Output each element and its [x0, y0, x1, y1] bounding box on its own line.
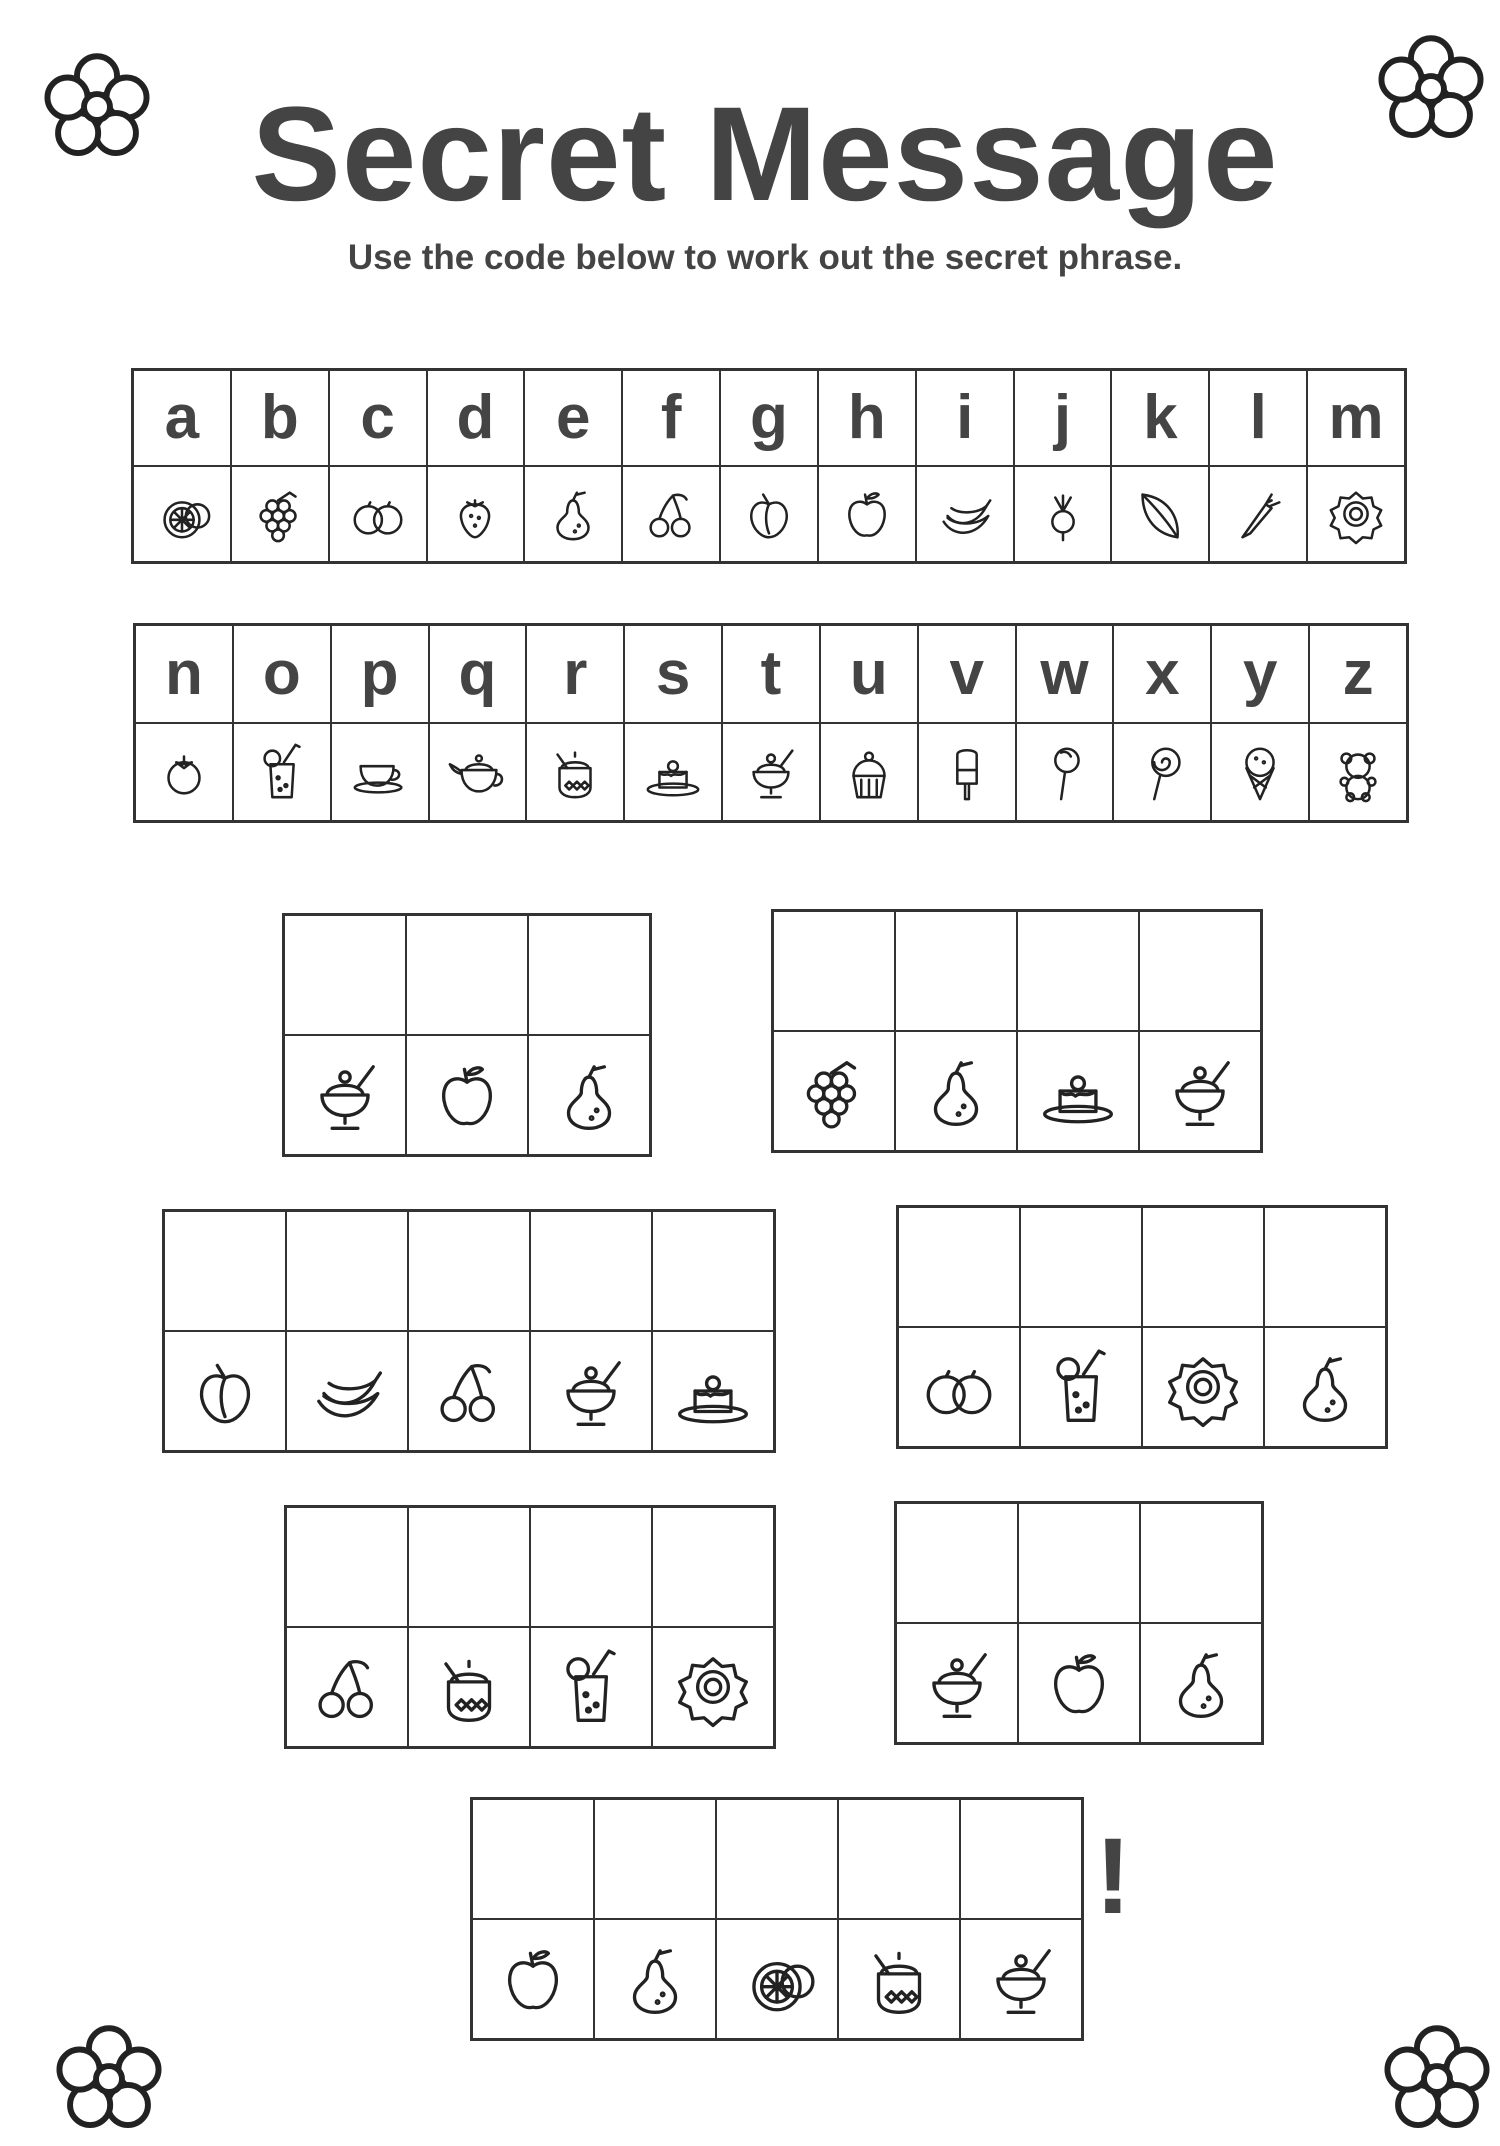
pear-icon	[1160, 1642, 1242, 1724]
clue-icon-cell	[838, 1919, 960, 2039]
key-letter-cell	[427, 370, 525, 466]
key-icon-cell	[233, 723, 331, 821]
leaf-icon	[1129, 483, 1191, 545]
clue-icon-cell	[652, 1331, 774, 1451]
sundae-icon	[550, 1350, 632, 1432]
tomato-icon	[153, 741, 215, 803]
key-letter-cell	[135, 625, 233, 723]
key-icon-cell	[818, 466, 916, 562]
key-letter: a	[164, 383, 200, 452]
key-letter: i	[956, 383, 974, 452]
key-icon-cell	[524, 466, 622, 562]
clue-icon-cell	[530, 1331, 652, 1451]
sugar-bowl-icon	[858, 1938, 940, 2020]
key-letter-cell	[818, 370, 916, 466]
key-icon-cell	[429, 723, 527, 821]
flower-icon	[50, 2020, 168, 2138]
clue-icon-cell	[594, 1919, 716, 2039]
key-letter: y	[1242, 639, 1278, 708]
clue-icon-cell	[406, 1035, 528, 1155]
swirl-lollipop-icon	[1131, 741, 1193, 803]
key-letter: f	[660, 383, 682, 452]
clue-icon-cell	[716, 1919, 838, 2039]
drink-icon	[1040, 1346, 1122, 1428]
key-icon-cell	[1307, 466, 1405, 562]
cherries-icon	[306, 1646, 388, 1728]
clue-icon-cell	[472, 1919, 594, 2039]
key-letter: s	[655, 639, 691, 708]
clue-icon-cell	[1017, 1031, 1139, 1151]
apple-icon	[492, 1938, 574, 2020]
key-icon-cell	[1113, 723, 1211, 821]
key-icon-cell	[526, 723, 624, 821]
key-letter: x	[1145, 639, 1180, 708]
cherries-icon	[640, 483, 702, 545]
sugar-bowl-icon	[428, 1646, 510, 1728]
sundae-icon	[304, 1054, 386, 1136]
answer-box[interactable]	[1140, 1503, 1262, 1623]
answer-box[interactable]	[652, 1211, 774, 1331]
drink-icon	[251, 741, 313, 803]
key-letter: k	[1143, 383, 1178, 452]
key-icon-cell	[135, 723, 233, 821]
answer-box[interactable]	[1020, 1207, 1142, 1327]
puzzle-word-1	[282, 913, 652, 1157]
key-letter-cell	[429, 625, 527, 723]
bananas-icon	[934, 483, 996, 545]
key-letter-cell	[133, 370, 231, 466]
teapot-icon	[446, 741, 508, 803]
bananas-icon	[306, 1350, 388, 1432]
key-letter: b	[260, 383, 299, 452]
key-letter: r	[563, 639, 588, 708]
key-icon-cell	[1111, 466, 1209, 562]
pear-icon	[542, 483, 604, 545]
radish-icon	[1032, 483, 1094, 545]
answer-box[interactable]	[530, 1211, 652, 1331]
key-letter-cell	[1113, 625, 1211, 723]
key-icon-cell	[916, 466, 1014, 562]
answer-box[interactable]	[652, 1507, 774, 1627]
key-letter-cell	[1307, 370, 1405, 466]
answer-box[interactable]	[284, 915, 406, 1035]
key-letter-cell	[722, 625, 820, 723]
cake-icon	[672, 1350, 754, 1432]
clue-icon-cell	[898, 1327, 1020, 1447]
clue-icon-cell	[528, 1035, 650, 1155]
answer-box[interactable]	[594, 1799, 716, 1919]
key-letter: h	[847, 383, 886, 452]
strawberry-icon	[444, 483, 506, 545]
clue-icon-cell	[1018, 1623, 1140, 1743]
puzzle-word-5	[284, 1505, 776, 1749]
key-letter-cell	[1209, 370, 1307, 466]
popsicle-icon	[936, 741, 998, 803]
key-letter-cell	[624, 625, 722, 723]
flower-decoration-bottom-left	[50, 2020, 168, 2138]
answer-box[interactable]	[528, 915, 650, 1035]
clue-icon-cell	[1020, 1327, 1142, 1447]
grapes-icon	[793, 1050, 875, 1132]
apple-icon	[426, 1054, 508, 1136]
key-letter-cell	[526, 625, 624, 723]
clue-icon-cell	[652, 1627, 774, 1747]
code-key-row-a-m	[131, 368, 1407, 564]
flower-icon	[1378, 2020, 1496, 2138]
key-icon-cell	[1014, 466, 1112, 562]
clue-icon-cell	[960, 1919, 1082, 2039]
key-icon-cell	[1211, 723, 1309, 821]
key-letter: m	[1328, 383, 1384, 452]
peach-icon	[738, 483, 800, 545]
sugar-bowl-icon	[544, 741, 606, 803]
answer-box[interactable]	[286, 1507, 408, 1627]
page-title: Secret Message	[251, 80, 1279, 229]
answer-box[interactable]	[408, 1211, 530, 1331]
answer-box[interactable]	[960, 1799, 1082, 1919]
key-letter-cell	[233, 625, 331, 723]
puzzle-word-2	[771, 909, 1263, 1153]
pear-icon	[915, 1050, 997, 1132]
clue-icon-cell	[286, 1331, 408, 1451]
teddy-bear-icon	[1327, 741, 1389, 803]
drink-icon	[550, 1646, 632, 1728]
cherries-icon	[428, 1350, 510, 1432]
answer-box[interactable]	[895, 911, 1017, 1031]
teacup-icon	[349, 741, 411, 803]
key-icon-cell	[720, 466, 818, 562]
key-letter-cell	[1211, 625, 1309, 723]
page-subtitle: Use the code below to work out the secret phrase.	[347, 238, 1183, 277]
apple-icon	[1038, 1642, 1120, 1724]
key-icon-cell	[133, 466, 231, 562]
peach-icon	[184, 1350, 266, 1432]
clue-icon-cell	[1140, 1623, 1262, 1743]
puzzle-word-6	[894, 1501, 1264, 1745]
answer-box[interactable]	[1264, 1207, 1386, 1327]
puzzle-word-7	[470, 1797, 1084, 2041]
key-letter: z	[1342, 639, 1374, 708]
key-icon-cell	[331, 723, 429, 821]
clue-icon-cell	[1264, 1327, 1386, 1447]
key-letter: t	[760, 639, 782, 708]
clue-icon-cell	[1139, 1031, 1261, 1151]
answer-box[interactable]	[1017, 911, 1139, 1031]
key-letter-cell	[622, 370, 720, 466]
key-letter-cell	[916, 370, 1014, 466]
key-icon-cell	[1309, 723, 1407, 821]
key-icon-cell	[231, 466, 329, 562]
flower-cookie-icon	[672, 1646, 754, 1728]
key-icon-cell	[1209, 466, 1307, 562]
clue-icon-cell	[164, 1331, 286, 1451]
answer-box[interactable]	[472, 1799, 594, 1919]
lollipop-icon	[1034, 741, 1096, 803]
clue-icon-cell	[773, 1031, 895, 1151]
clue-icon-cell	[530, 1627, 652, 1747]
key-letter-cell	[820, 625, 918, 723]
carrot-icon	[1227, 483, 1289, 545]
sundae-icon	[916, 1642, 998, 1724]
key-letter-cell	[720, 370, 818, 466]
pear-icon	[1284, 1346, 1366, 1428]
key-letter: g	[750, 383, 788, 452]
answer-box[interactable]	[716, 1799, 838, 1919]
key-letter: c	[360, 383, 395, 452]
cupcake-icon	[838, 741, 900, 803]
answer-box[interactable]	[406, 915, 528, 1035]
sundae-icon	[980, 1938, 1062, 2020]
orange-icon	[151, 483, 213, 545]
key-icon-cell	[918, 723, 1016, 821]
cake-icon	[642, 741, 704, 803]
key-letter: e	[556, 383, 591, 452]
key-letter-cell	[1111, 370, 1209, 466]
pear-icon	[614, 1938, 696, 2020]
answer-box[interactable]	[896, 1503, 1018, 1623]
pear-icon	[548, 1054, 630, 1136]
key-letter: l	[1249, 383, 1267, 452]
answer-box[interactable]	[164, 1211, 286, 1331]
key-letter-cell	[1309, 625, 1407, 723]
answer-box[interactable]	[838, 1799, 960, 1919]
flower-cookie-icon	[1325, 483, 1387, 545]
key-letter: u	[849, 639, 888, 708]
answer-box[interactable]	[408, 1507, 530, 1627]
tangerines-icon	[347, 483, 409, 545]
clue-icon-cell	[286, 1627, 408, 1747]
cake-icon	[1037, 1050, 1119, 1132]
code-key-row-n-z	[133, 623, 1409, 823]
key-letter-cell	[329, 370, 427, 466]
key-letter: o	[262, 639, 301, 708]
puzzle-word-3	[162, 1209, 776, 1453]
clue-icon-cell	[895, 1031, 1017, 1151]
grapes-icon	[249, 483, 311, 545]
answer-box[interactable]	[773, 911, 895, 1031]
exclamation-mark: !	[1095, 1815, 1131, 1936]
clue-icon-cell	[284, 1035, 406, 1155]
key-icon-cell	[427, 466, 525, 562]
key-letter-cell	[231, 370, 329, 466]
key-letter: q	[458, 639, 497, 708]
sundae-icon	[740, 741, 802, 803]
answer-box[interactable]	[530, 1507, 652, 1627]
sundae-icon	[1159, 1050, 1241, 1132]
key-letter: p	[360, 639, 399, 708]
answer-box[interactable]	[1139, 911, 1261, 1031]
apple-icon	[836, 483, 898, 545]
clue-icon-cell	[896, 1623, 1018, 1743]
key-icon-cell	[722, 723, 820, 821]
tangerines-icon	[918, 1346, 1000, 1428]
answer-box[interactable]	[898, 1207, 1020, 1327]
key-letter: w	[1040, 639, 1089, 708]
key-letter: n	[164, 639, 203, 708]
answer-box[interactable]	[286, 1211, 408, 1331]
key-letter: v	[949, 639, 984, 708]
key-letter: j	[1053, 383, 1072, 452]
key-icon-cell	[624, 723, 722, 821]
key-icon-cell	[820, 723, 918, 821]
answer-box[interactable]	[1018, 1503, 1140, 1623]
flower-decoration-bottom-right	[1378, 2020, 1496, 2138]
key-letter-cell	[1014, 370, 1112, 466]
key-letter-cell	[918, 625, 1016, 723]
key-letter-cell	[331, 625, 429, 723]
ice-cream-cone-icon	[1229, 741, 1291, 803]
clue-icon-cell	[1142, 1327, 1264, 1447]
clue-icon-cell	[408, 1331, 530, 1451]
orange-icon	[736, 1938, 818, 2020]
flower-cookie-icon	[1162, 1346, 1244, 1428]
key-letter-cell	[1016, 625, 1114, 723]
key-icon-cell	[622, 466, 720, 562]
answer-box[interactable]	[1142, 1207, 1264, 1327]
puzzle-word-4	[896, 1205, 1388, 1449]
key-letter-cell	[524, 370, 622, 466]
key-icon-cell	[329, 466, 427, 562]
key-letter: d	[456, 383, 495, 452]
clue-icon-cell	[408, 1627, 530, 1747]
key-icon-cell	[1016, 723, 1114, 821]
